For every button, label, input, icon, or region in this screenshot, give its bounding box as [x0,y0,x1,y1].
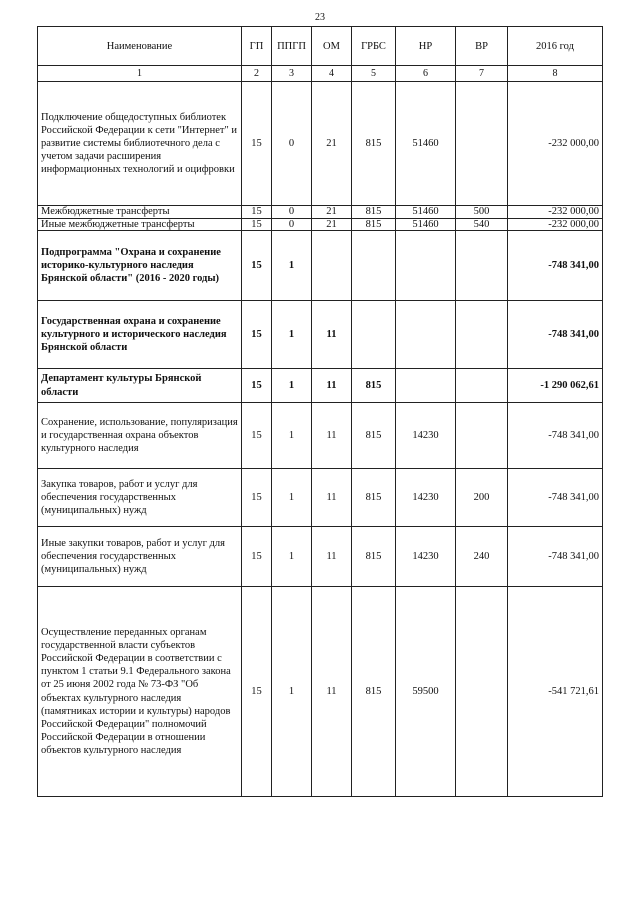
row-grbs: 815 [352,218,396,231]
row-ppgp: 0 [272,206,312,219]
row-grbs: 815 [352,469,396,527]
table-row [38,231,603,301]
row-vr [456,369,508,403]
row-amount: -748 341,00 [508,231,603,301]
row-ppgp: 1 [272,469,312,527]
header-row [38,27,603,66]
page-number: 23 [315,12,325,23]
row-name: Подключение общедоступных библиотек Российской Федерации к сети "Интернет" и развитие системы библиотечного дела с учетом задачи расширения информационных технологий и оцифровки [38,82,242,206]
row-om: 21 [312,218,352,231]
row-om: 21 [312,82,352,206]
row-amount: -748 341,00 [508,403,603,469]
row-np: 14230 [396,469,456,527]
row-om: 11 [312,527,352,587]
header-om: ОМ [312,27,352,66]
row-ppgp: 1 [272,527,312,587]
row-gp: 15 [242,218,272,231]
row-amount: -748 341,00 [508,469,603,527]
row-om: 11 [312,469,352,527]
row-vr [456,587,508,797]
row-ppgp: 1 [272,403,312,469]
row-vr: 540 [456,218,508,231]
column-number: 4 [312,66,352,82]
row-amount: -748 341,00 [508,301,603,369]
header-year: 2016 год [508,27,603,66]
row-name: Департамент культуры Брянской области [38,369,242,403]
row-vr: 200 [456,469,508,527]
table-row [38,403,603,469]
row-grbs [352,231,396,301]
row-np: 59500 [396,587,456,797]
row-om: 11 [312,587,352,797]
row-np [396,301,456,369]
row-amount: -232 000,00 [508,218,603,231]
table-row [38,82,603,206]
row-amount: -1 290 062,61 [508,369,603,403]
row-vr: 240 [456,527,508,587]
table-row [38,369,603,403]
table-row [38,469,603,527]
row-grbs: 815 [352,82,396,206]
row-grbs: 815 [352,206,396,219]
row-np: 51460 [396,82,456,206]
row-name: Межбюджетные трансферты [38,206,242,219]
row-vr: 500 [456,206,508,219]
row-gp: 15 [242,469,272,527]
row-gp: 15 [242,301,272,369]
row-ppgp: 1 [272,369,312,403]
row-amount: -232 000,00 [508,206,603,219]
row-np: 51460 [396,206,456,219]
header-ppgp: ППГП [272,27,312,66]
row-name: Иные закупки товаров, работ и услуг для обеспечения государственных (муниципальных) нужд [38,527,242,587]
header-name: Наименование [38,27,242,66]
table-row [38,206,603,219]
column-number: 2 [242,66,272,82]
row-ppgp: 0 [272,82,312,206]
row-vr [456,82,508,206]
table-row [38,527,603,587]
row-np: 14230 [396,403,456,469]
row-ppgp: 1 [272,587,312,797]
row-ppgp: 0 [272,218,312,231]
row-om: 11 [312,369,352,403]
row-name: Осуществление переданных органам государственной власти субъектов Российской Федерации в соответствии с пунктом 1 статьи 9.1 Федерального закона от 25 июня 2002 года № 73-ФЗ "Об объектах культурного наследия (памятниках истории и культуры) народов Российской Федерации" полномочий Российской Федерации в отношении объектов культурного наследия [38,587,242,797]
header-np: НР [396,27,456,66]
row-name: Подпрограмма "Охрана и сохранение историко-культурного наследия Брянской области" (2016 - 2020 годы) [38,231,242,301]
row-amount: -541 721,61 [508,587,603,797]
row-gp: 15 [242,82,272,206]
row-np [396,369,456,403]
row-name: Сохранение, использование, популяризация и государственная охрана объектов культурного наследия [38,403,242,469]
row-om: 11 [312,301,352,369]
row-gp: 15 [242,587,272,797]
row-ppgp: 1 [272,231,312,301]
column-number: 7 [456,66,508,82]
row-gp: 15 [242,231,272,301]
header-grbs: ГРБС [352,27,396,66]
row-gp: 15 [242,527,272,587]
row-np [396,231,456,301]
row-grbs: 815 [352,403,396,469]
row-name: Закупка товаров, работ и услуг для обеспечения государственных (муниципальных) нужд [38,469,242,527]
row-grbs: 815 [352,587,396,797]
header-vr: ВР [456,27,508,66]
row-gp: 15 [242,206,272,219]
row-grbs [352,301,396,369]
row-np: 14230 [396,527,456,587]
row-vr [456,301,508,369]
row-om [312,231,352,301]
table-row [38,587,603,797]
table-row [38,301,603,369]
row-amount: -232 000,00 [508,82,603,206]
row-name: Иные межбюджетные трансферты [38,218,242,231]
row-gp: 15 [242,369,272,403]
column-number: 5 [352,66,396,82]
row-np: 51460 [396,218,456,231]
column-number-row [38,66,603,82]
row-gp: 15 [242,403,272,469]
row-amount: -748 341,00 [508,527,603,587]
row-vr [456,231,508,301]
column-number: 8 [508,66,603,82]
row-grbs: 815 [352,369,396,403]
budget-table [37,26,603,797]
header-gp: ГП [242,27,272,66]
row-ppgp: 1 [272,301,312,369]
row-vr [456,403,508,469]
row-om: 21 [312,206,352,219]
table-row [38,218,603,231]
row-grbs: 815 [352,527,396,587]
column-number: 1 [38,66,242,82]
row-om: 11 [312,403,352,469]
column-number: 3 [272,66,312,82]
column-number: 6 [396,66,456,82]
row-name: Государственная охрана и сохранение культурного и исторического наследия Брянской области [38,301,242,369]
